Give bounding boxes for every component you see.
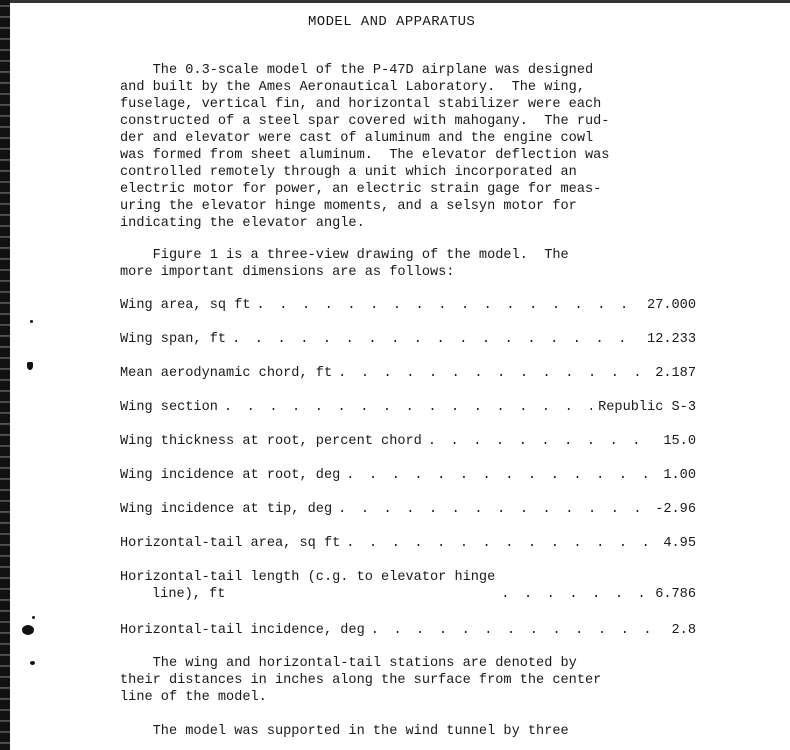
paragraph-stations: The wing and horizontal-tail stations are denoted by their distances in inches along the surface from the center line of the model. [120,656,602,705]
dimension-row [120,569,696,603]
dimension-label: Wing incidence at root, deg [120,468,341,483]
dot-leader [346,535,657,552]
dot-leader [257,297,642,314]
dimension-label: Wing span, ft [120,332,227,347]
section-title: MODEL AND APPARATUS [308,14,476,30]
dimension-label-block [120,569,495,603]
dimension-label: Horizontal-tail length (c.g. to elevator hinge [120,570,496,585]
dimension-value: 4.95 [663,536,696,551]
paragraph-model-construction: The 0.3-scale model of the P-47D airplane was designed and built by the Ames Aeronautical Laboratory. The wing, fuselage, vertical fin, and horizontal stabilizer were each constructed of a steel spar covered with mahogany. The rud- der and elevator were cast of aluminum and the engine cowl was formed from sheet aluminum. The elevator deflection was controlled remotely through a unit which incorporated an electric motor for power, an electric strain gage for meas- uring the elevator hinge moments, and a selsyn motor for indicating the elevator angle. [120,63,610,231]
dimension-label: Wing thickness at root, percent chord [120,434,422,449]
scan-speck [30,320,33,323]
dot-leader [501,586,649,603]
dot-leader [428,433,658,450]
dimension-row [120,399,696,416]
scan-speck [27,362,33,370]
dimension-value: -2.96 [655,502,696,517]
dimension-row [120,535,696,552]
dimension-row [120,501,696,518]
paragraph-dimensions-intro: Figure 1 is a three-view drawing of the model. The more important dimensions are as follows: [120,248,569,280]
dimension-row [120,297,696,314]
dimension-value: 2.8 [671,623,696,638]
dimension-value: 6.786 [655,587,696,602]
dimension-value: 2.187 [655,366,696,381]
dimension-value: 1.00 [663,468,696,483]
dimension-label: Wing section [120,400,218,415]
dimension-label-continuation: line), ft [152,587,226,602]
dimension-value: 15.0 [663,434,696,449]
dimension-row [120,331,696,348]
dimension-value: 12.233 [647,332,696,347]
dot-leader [224,399,592,416]
dimension-value: Republic S-3 [598,400,696,415]
dimension-label: Horizontal-tail area, sq ft [120,536,341,551]
scan-speck [32,616,35,619]
dot-leader [371,622,666,639]
dimension-label: Mean aerodynamic chord, ft [120,366,333,381]
scan-speck [30,661,35,665]
dimension-label: Wing area, sq ft [120,298,251,313]
dimension-value: 27.000 [647,298,696,313]
paragraph-support: The model was supported in the wind tunnel by three [120,724,569,739]
dot-leader [346,467,657,484]
dot-leader [232,331,641,348]
scan-binding-edge [0,0,10,750]
dimension-row [120,433,696,450]
dot-leader [338,501,649,518]
scan-top-edge [0,0,790,3]
dimension-row [120,365,696,382]
scan-speck [22,625,34,635]
dot-leader [338,365,649,382]
dimension-label: Horizontal-tail incidence, deg [120,623,365,638]
dimension-row [120,622,696,639]
dimension-row [120,467,696,484]
dimension-label: Wing incidence at tip, deg [120,502,333,517]
